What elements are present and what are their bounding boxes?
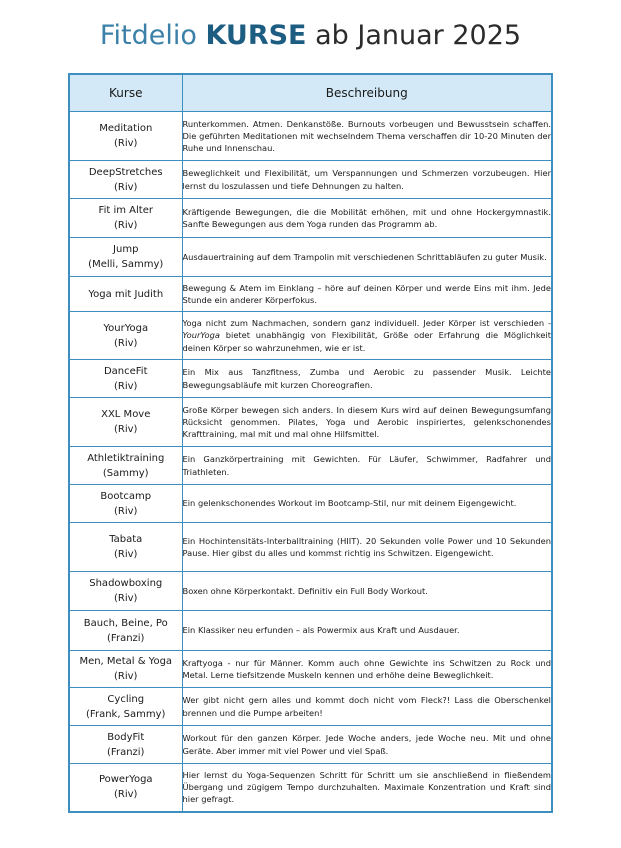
course-leader: (Riv) (114, 593, 138, 604)
course-name: Fit im Alter (98, 205, 153, 216)
table-row (69, 726, 552, 764)
table-row (69, 199, 552, 238)
course-name: Yoga mit Judith (88, 288, 164, 300)
table-row (69, 161, 552, 199)
description-text: bietet unabhängig von Flexibilität, Größe oder Erfahrung die Möglichkeit deinen Körper so wahrzunehmen, wie er ist. (182, 330, 551, 353)
course-cell (69, 572, 182, 611)
course-leader: (Riv) (114, 220, 138, 231)
table-header-row (69, 74, 552, 112)
course-description: Ein gelenkschonendes Workout im Bootcamp-Stil, nur mit deinem Eigengewicht. (182, 485, 552, 523)
course-cell (69, 523, 182, 572)
course-name: DeepStretches (88, 166, 163, 178)
table-row (69, 764, 552, 812)
course-description: Ein Hochintensitäts-Interballtraining (HIIT). 20 Sekunden volle Power und 10 Sekunden Pause. Hier gibst du alles und kommst richtig ins Schwitzen. Eigengewicht. (182, 523, 552, 572)
course-cell (69, 112, 182, 161)
table-row (69, 688, 552, 726)
course-description: Runterkommen. Atmen. Denkanstöße. Burnouts vorbeugen und Bewusstsein schaffen. Die geführten Meditationen mit wechselndem Thema verschaffen dir 10-20 Minuten der Ruhe und Innenschau. (182, 112, 552, 161)
course-leader: (Sammy) (102, 467, 149, 479)
course-cell (69, 360, 182, 398)
course-leader: (Riv) (114, 337, 138, 349)
course-description: Hier lernst du Yoga-Sequenzen Schritt für Schritt um sie anschließend in fließendem Übergang und zügigem Tempo durchzuhalten. Maximale Konzentration und Kraft sind hier gefragt. (182, 764, 552, 812)
course-name: Bootcamp (100, 490, 152, 502)
course-cell (69, 277, 182, 312)
course-description: Ein Ganzkörpertraining mit Gewichten. Für Läufer, Schwimmer, Radfahrer und Triathleten. (182, 447, 552, 485)
course-description: Wer gibt nicht gern alles und kommt doch nicht vom Fleck?! Lass die Oberschenkel brennen und die Pumpe arbeiten! (182, 688, 552, 726)
course-description: Kräftigende Bewegungen, die die Mobilität erhöhen, mit und ohne Hockergymnastik. Sanfte Bewegungen aus dem Yoga runden das Programm ab. (182, 199, 552, 238)
table-row (69, 651, 552, 688)
course-leader: (Riv) (114, 549, 138, 560)
course-leader: (Riv) (114, 671, 138, 682)
course-cell (69, 611, 182, 651)
course-name: Tabata (109, 534, 143, 545)
title-brand: Fitdelio (99, 20, 197, 51)
course-name: YourYoga (103, 322, 149, 334)
course-description (182, 312, 552, 360)
description-emphasis: YourYoga (182, 330, 220, 341)
course-cell (69, 199, 182, 238)
title-kurse: KURSE (205, 20, 307, 51)
course-description: Workout für den ganzen Körper. Jede Woche anders, jede Woche neu. Mit und ohne Geräte. Aber immer mit viel Power und viel Spaß. (182, 726, 552, 764)
table-row (69, 398, 552, 447)
course-leader: (Riv) (114, 424, 138, 435)
course-description: Ein Klassiker neu erfunden – als Powermix aus Kraft und Ausdauer. (182, 611, 552, 651)
table-row (69, 447, 552, 485)
course-name: Men, Metal & Yoga (79, 656, 173, 667)
table-row (69, 485, 552, 523)
header-beschreibung: Beschreibung (182, 74, 552, 112)
course-name: BodyFit (107, 731, 145, 743)
course-leader: (Riv) (114, 505, 138, 517)
table-row (69, 572, 552, 611)
course-leader: (Riv) (114, 380, 138, 392)
course-cell (69, 398, 182, 447)
description-text: Yoga nicht zum Nachmachen, sondern ganz individuell. Jeder Körper ist verschieden - (182, 318, 551, 329)
page-title (0, 18, 621, 54)
course-leader: (Franzi) (107, 746, 145, 758)
course-table (68, 73, 553, 813)
table-row (69, 360, 552, 398)
course-cell (69, 485, 182, 523)
course-leader: (Frank, Sammy) (86, 708, 166, 720)
course-cell (69, 447, 182, 485)
course-cell (69, 651, 182, 688)
title-date: ab Januar 2025 (315, 20, 522, 51)
course-description: Bewegung & Atem im Einklang – höre auf deinen Körper und werde Eins mit ihm. Jede Stunde ein anderer Körperfokus. (182, 277, 552, 312)
course-leader: (Franzi) (107, 632, 145, 644)
table-row (69, 277, 552, 312)
course-description: Ausdauertraining auf dem Trampolin mit verschiedenen Schrittabläufen zu guter Musik. (182, 238, 552, 277)
course-name: Meditation (99, 123, 153, 134)
table-row (69, 238, 552, 277)
course-cell (69, 161, 182, 199)
header-kurse: Kurse (69, 74, 182, 112)
course-leader: (Riv) (114, 138, 138, 149)
table-row (69, 112, 552, 161)
course-cell (69, 688, 182, 726)
course-cell (69, 764, 182, 812)
course-name: Cycling (107, 693, 145, 705)
table-row (69, 312, 552, 360)
course-name: PowerYoga (98, 774, 153, 786)
course-name: XXL Move (101, 409, 151, 420)
course-description: Große Körper bewegen sich anders. In diesem Kurs wird auf deinen Bewegungsumfang Rücksicht genommen. Pilates, Yoga und Aerobic inspiriertes, gelenkschonendes Krafttraining, mal mit und mal ohne Hilfsmittel. (182, 398, 552, 447)
course-leader: (Riv) (114, 789, 138, 801)
course-name: Bauch, Beine, Po (83, 617, 168, 629)
course-name: Shadowboxing (89, 578, 163, 589)
course-description: Ein Mix aus Tanzfitness, Zumba und Aerobic zu passender Musik. Leichte Bewegungsabläufe mit kurzen Choreografien. (182, 360, 552, 398)
table-row (69, 611, 552, 651)
course-description: Beweglichkeit und Flexibilität, um Verspannungen und Schmerzen vorzubeugen. Hier lernst du loszulassen und tiefe Dehnungen zu halten. (182, 161, 552, 199)
course-name: DanceFit (103, 365, 148, 377)
course-cell (69, 726, 182, 764)
course-cell (69, 312, 182, 360)
course-leader: (Riv) (114, 181, 138, 193)
course-leader: (Melli, Sammy) (88, 259, 164, 270)
course-name: Jump (113, 244, 139, 255)
table-row (69, 523, 552, 572)
course-cell (69, 238, 182, 277)
course-description: Kraftyoga - nur für Männer. Komm auch ohne Gewichte ins Schwitzen zu Rock und Metal. Lerne tiefsitzende Muskeln kennen und erhöhe deine Beweglichkeit. (182, 651, 552, 688)
course-name: Athletiktraining (87, 452, 165, 464)
course-description: Boxen ohne Körperkontakt. Definitiv ein Full Body Workout. (182, 572, 552, 611)
